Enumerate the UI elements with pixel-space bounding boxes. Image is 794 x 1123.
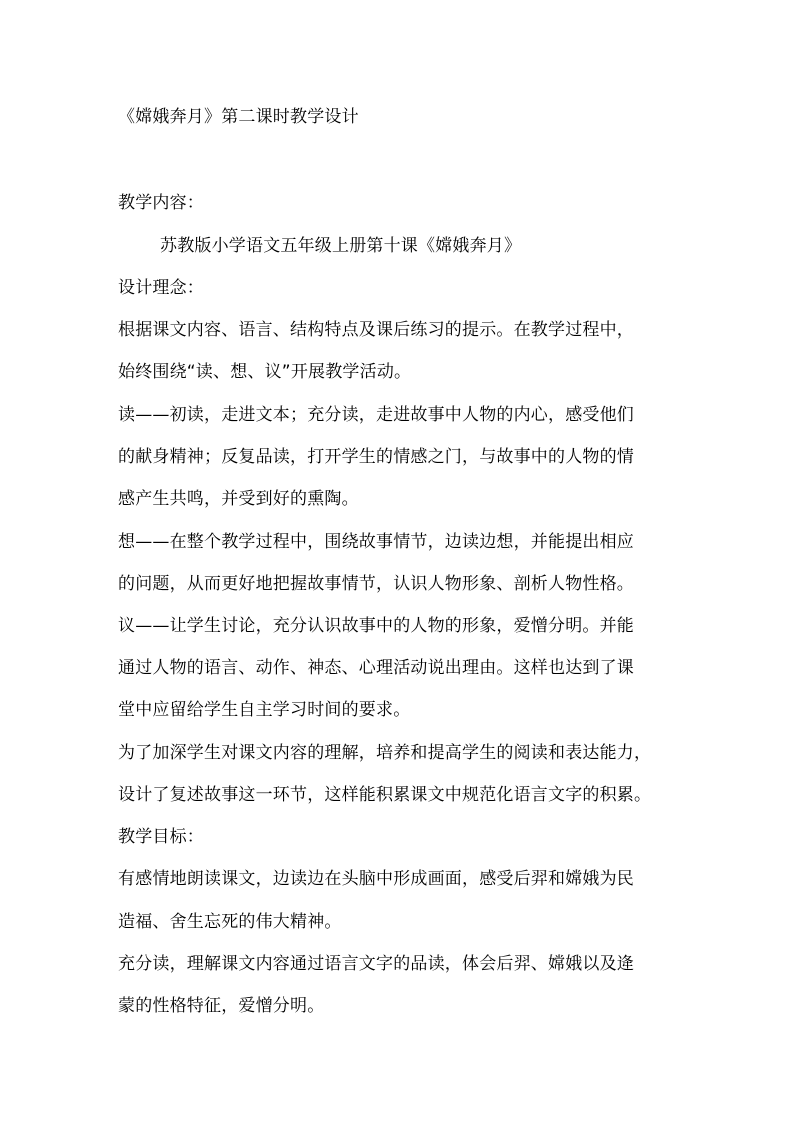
philosophy-line: 通过人物的语言、动作、神态、心理活动说出理由。这样也达到了课 — [118, 658, 634, 678]
goals-line: 蒙的性格特征，爱憎分明。 — [118, 996, 325, 1016]
content-heading: 教学内容： — [118, 193, 204, 213]
goals-line: 造福、舍生忘死的伟大精神。 — [118, 912, 342, 932]
goals-line: 充分读，理解课文内容通过语言文字的品读，体会后羿、嫦娥以及逄 — [118, 954, 634, 974]
philosophy-line: 的问题，从而更好地把握故事情节，认识人物形象、剖析人物性格。 — [118, 574, 634, 594]
philosophy-line: 想——在整个教学过程中，围绕故事情节，边读边想，并能提出相应 — [118, 532, 634, 552]
philosophy-line: 堂中应留给学生自主学习时间的要求。 — [118, 700, 411, 720]
content-text: 苏教版小学语文五年级上册第十课《嫦娥奔月》 — [160, 236, 522, 256]
philosophy-heading: 设计理念： — [118, 278, 204, 298]
philosophy-line: 的献身精神；反复品读，打开学生的情感之门，与故事中的人物的情 — [118, 447, 634, 467]
philosophy-line: 感产生共鸣，并受到好的熏陶。 — [118, 489, 359, 509]
page-title: 《嫦娥奔月》第二课时教学设计 — [118, 107, 359, 127]
philosophy-line: 根据课文内容、语言、结构特点及课后练习的提示。在教学过程中， — [118, 320, 634, 340]
goals-heading: 教学目标： — [118, 827, 204, 847]
philosophy-line: 为了加深学生对课文内容的理解，培养和提高学生的阅读和表达能力， — [118, 743, 652, 763]
philosophy-line: 始终围绕“读、想、议”开展教学活动。 — [118, 362, 412, 382]
philosophy-line: 议——让学生讨论，充分认识故事中的人物的形象，爱憎分明。并能 — [118, 616, 634, 636]
philosophy-line: 设计了复述故事这一环节，这样能积累课文中规范化语言文字的积累。 — [118, 785, 652, 805]
goals-line: 有感情地朗读课文，边读边在头脑中形成画面，感受后羿和嫦娥为民 — [118, 869, 634, 889]
philosophy-line: 读——初读，走进文本；充分读，走进故事中人物的内心，感受他们 — [118, 405, 634, 425]
